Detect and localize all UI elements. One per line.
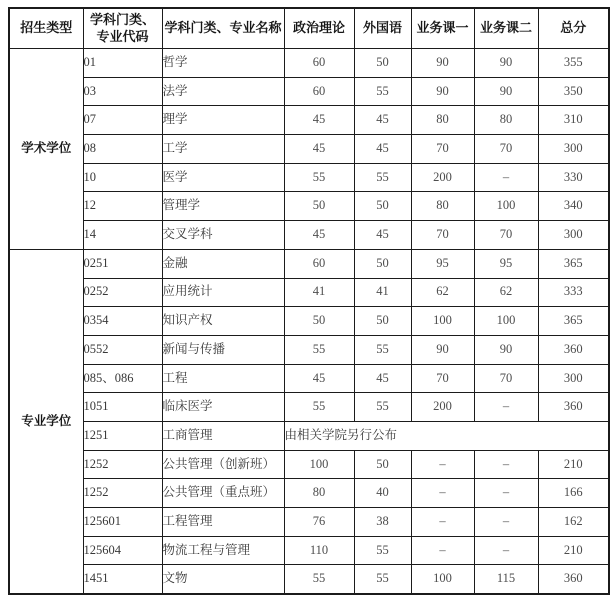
table-row <box>9 77 609 106</box>
cell-major-name: 应用统计 <box>162 278 284 307</box>
cell-major-name: 工程 <box>162 364 284 393</box>
cell-total: 333 <box>538 278 609 307</box>
cell-major-code: 1051 <box>83 393 162 422</box>
table-row <box>9 364 609 393</box>
cell-total: 360 <box>538 335 609 364</box>
cell-politics: 80 <box>284 479 354 508</box>
cell-major-code: 0251 <box>83 249 162 278</box>
col-header-admission-type: 招生类型 <box>9 8 83 49</box>
cell-major-name: 工学 <box>162 135 284 164</box>
cell-course1: 62 <box>411 278 474 307</box>
cell-course1: 90 <box>411 49 474 78</box>
cell-major-code: 1251 <box>83 421 162 450</box>
cell-foreign: 50 <box>354 307 411 336</box>
cell-course2: – <box>474 393 538 422</box>
cell-course1: 200 <box>411 163 474 192</box>
cell-total: 300 <box>538 221 609 250</box>
cell-total: 350 <box>538 77 609 106</box>
cell-course2: 100 <box>474 192 538 221</box>
score-table-container <box>8 7 610 595</box>
cell-politics: 45 <box>284 135 354 164</box>
cell-foreign: 55 <box>354 335 411 364</box>
cell-foreign: 40 <box>354 479 411 508</box>
cell-foreign: 55 <box>354 163 411 192</box>
cell-major-name: 物流工程与管理 <box>162 536 284 565</box>
cell-total: 300 <box>538 364 609 393</box>
cell-major-code: 1451 <box>83 565 162 594</box>
group-label-professional-degree: 专业学位 <box>9 249 83 594</box>
cell-major-name: 理学 <box>162 106 284 135</box>
cell-total: 360 <box>538 393 609 422</box>
cell-politics: 110 <box>284 536 354 565</box>
table-row <box>9 536 609 565</box>
table-row <box>9 192 609 221</box>
cell-politics: 60 <box>284 49 354 78</box>
col-header-course1: 业务课一 <box>411 8 474 49</box>
cell-course2: – <box>474 508 538 537</box>
cell-course2: 90 <box>474 335 538 364</box>
table-row <box>9 249 609 278</box>
cell-major-code: 14 <box>83 221 162 250</box>
cell-course1: 200 <box>411 393 474 422</box>
cell-foreign: 55 <box>354 77 411 106</box>
cell-course1: – <box>411 508 474 537</box>
cell-foreign: 55 <box>354 536 411 565</box>
cell-major-name: 工商管理 <box>162 421 284 450</box>
cell-major-name: 新闻与传播 <box>162 335 284 364</box>
cell-foreign: 45 <box>354 364 411 393</box>
cell-politics: 60 <box>284 77 354 106</box>
cell-course2: 70 <box>474 364 538 393</box>
cell-foreign: 45 <box>354 221 411 250</box>
cell-major-name: 临床医学 <box>162 393 284 422</box>
table-row <box>9 450 609 479</box>
col-header-major-code-line2: 专业代码 <box>96 28 149 44</box>
cell-course2: 100 <box>474 307 538 336</box>
cell-major-name: 金融 <box>162 249 284 278</box>
cell-course1: – <box>411 479 474 508</box>
cell-course1: 70 <box>411 364 474 393</box>
table-row <box>9 278 609 307</box>
cell-merged-note: 由相关学院另行公布 <box>284 421 609 450</box>
cell-total: 365 <box>538 249 609 278</box>
cell-politics: 55 <box>284 565 354 594</box>
table-row <box>9 508 609 537</box>
admission-score-table <box>8 7 610 595</box>
table-row <box>9 479 609 508</box>
cell-major-code: 0552 <box>83 335 162 364</box>
cell-course1: 80 <box>411 192 474 221</box>
cell-total: 210 <box>538 536 609 565</box>
cell-course2: – <box>474 163 538 192</box>
cell-foreign: 45 <box>354 106 411 135</box>
cell-politics: 41 <box>284 278 354 307</box>
cell-major-name: 公共管理（创新班） <box>162 450 284 479</box>
col-header-course2: 业务课二 <box>474 8 538 49</box>
cell-major-code: 08 <box>83 135 162 164</box>
cell-major-code: 03 <box>83 77 162 106</box>
cell-major-code: 10 <box>83 163 162 192</box>
cell-course2: – <box>474 450 538 479</box>
col-header-politics: 政治理论 <box>284 8 354 49</box>
cell-course2: 70 <box>474 135 538 164</box>
cell-major-name: 文物 <box>162 565 284 594</box>
cell-total: 355 <box>538 49 609 78</box>
cell-major-name: 哲学 <box>162 49 284 78</box>
cell-major-name: 交叉学科 <box>162 221 284 250</box>
cell-foreign: 41 <box>354 278 411 307</box>
cell-major-name: 医学 <box>162 163 284 192</box>
cell-course1: 95 <box>411 249 474 278</box>
cell-major-name: 公共管理（重点班） <box>162 479 284 508</box>
cell-politics: 100 <box>284 450 354 479</box>
cell-major-code: 01 <box>83 49 162 78</box>
cell-total: 340 <box>538 192 609 221</box>
col-header-total: 总分 <box>538 8 609 49</box>
cell-course2: 115 <box>474 565 538 594</box>
cell-politics: 45 <box>284 364 354 393</box>
table-row <box>9 135 609 164</box>
cell-course1: 100 <box>411 565 474 594</box>
cell-foreign: 50 <box>354 249 411 278</box>
cell-total: 210 <box>538 450 609 479</box>
table-row <box>9 335 609 364</box>
cell-major-code: 085、086 <box>83 364 162 393</box>
cell-politics: 60 <box>284 249 354 278</box>
cell-course1: 100 <box>411 307 474 336</box>
cell-major-code: 0252 <box>83 278 162 307</box>
cell-course2: 90 <box>474 77 538 106</box>
table-row <box>9 49 609 78</box>
cell-foreign: 50 <box>354 49 411 78</box>
cell-course1: – <box>411 536 474 565</box>
cell-politics: 50 <box>284 307 354 336</box>
cell-total: 360 <box>538 565 609 594</box>
cell-major-code: 0354 <box>83 307 162 336</box>
cell-major-name: 知识产权 <box>162 307 284 336</box>
cell-major-name: 工程管理 <box>162 508 284 537</box>
cell-foreign: 50 <box>354 192 411 221</box>
cell-major-code: 12 <box>83 192 162 221</box>
cell-major-code: 07 <box>83 106 162 135</box>
cell-foreign: 55 <box>354 565 411 594</box>
cell-total: 310 <box>538 106 609 135</box>
cell-major-code: 125601 <box>83 508 162 537</box>
cell-total: 365 <box>538 307 609 336</box>
cell-total: 166 <box>538 479 609 508</box>
cell-course2: 70 <box>474 221 538 250</box>
cell-politics: 76 <box>284 508 354 537</box>
cell-course2: – <box>474 479 538 508</box>
cell-course2: 80 <box>474 106 538 135</box>
group-label-academic-degree: 学术学位 <box>9 49 83 250</box>
cell-total: 330 <box>538 163 609 192</box>
cell-course2: – <box>474 536 538 565</box>
table-row <box>9 106 609 135</box>
cell-foreign: 55 <box>354 393 411 422</box>
col-header-major-code <box>83 8 162 49</box>
cell-course1: 90 <box>411 335 474 364</box>
table-row <box>9 163 609 192</box>
cell-total: 300 <box>538 135 609 164</box>
col-header-major-code-line1: 学科门类、 <box>89 11 155 27</box>
cell-politics: 55 <box>284 393 354 422</box>
cell-course1: – <box>411 450 474 479</box>
cell-politics: 55 <box>284 335 354 364</box>
cell-course1: 80 <box>411 106 474 135</box>
table-row <box>9 307 609 336</box>
cell-major-code: 1252 <box>83 450 162 479</box>
cell-course1: 70 <box>411 221 474 250</box>
cell-course1: 90 <box>411 77 474 106</box>
cell-foreign: 50 <box>354 450 411 479</box>
table-row <box>9 421 609 450</box>
cell-politics: 45 <box>284 221 354 250</box>
table-row <box>9 221 609 250</box>
cell-major-name: 管理学 <box>162 192 284 221</box>
cell-politics: 45 <box>284 106 354 135</box>
cell-major-code: 1252 <box>83 479 162 508</box>
cell-foreign: 38 <box>354 508 411 537</box>
cell-course2: 95 <box>474 249 538 278</box>
cell-major-name: 法学 <box>162 77 284 106</box>
col-header-foreign-language: 外国语 <box>354 8 411 49</box>
table-row <box>9 565 609 594</box>
header-row <box>9 8 609 49</box>
cell-course2: 90 <box>474 49 538 78</box>
cell-total: 162 <box>538 508 609 537</box>
cell-course1: 70 <box>411 135 474 164</box>
table-body <box>9 49 609 595</box>
cell-major-code: 125604 <box>83 536 162 565</box>
col-header-major-name: 学科门类、专业名称 <box>162 8 284 49</box>
table-row <box>9 393 609 422</box>
cell-politics: 55 <box>284 163 354 192</box>
cell-politics: 50 <box>284 192 354 221</box>
cell-course2: 62 <box>474 278 538 307</box>
cell-foreign: 45 <box>354 135 411 164</box>
